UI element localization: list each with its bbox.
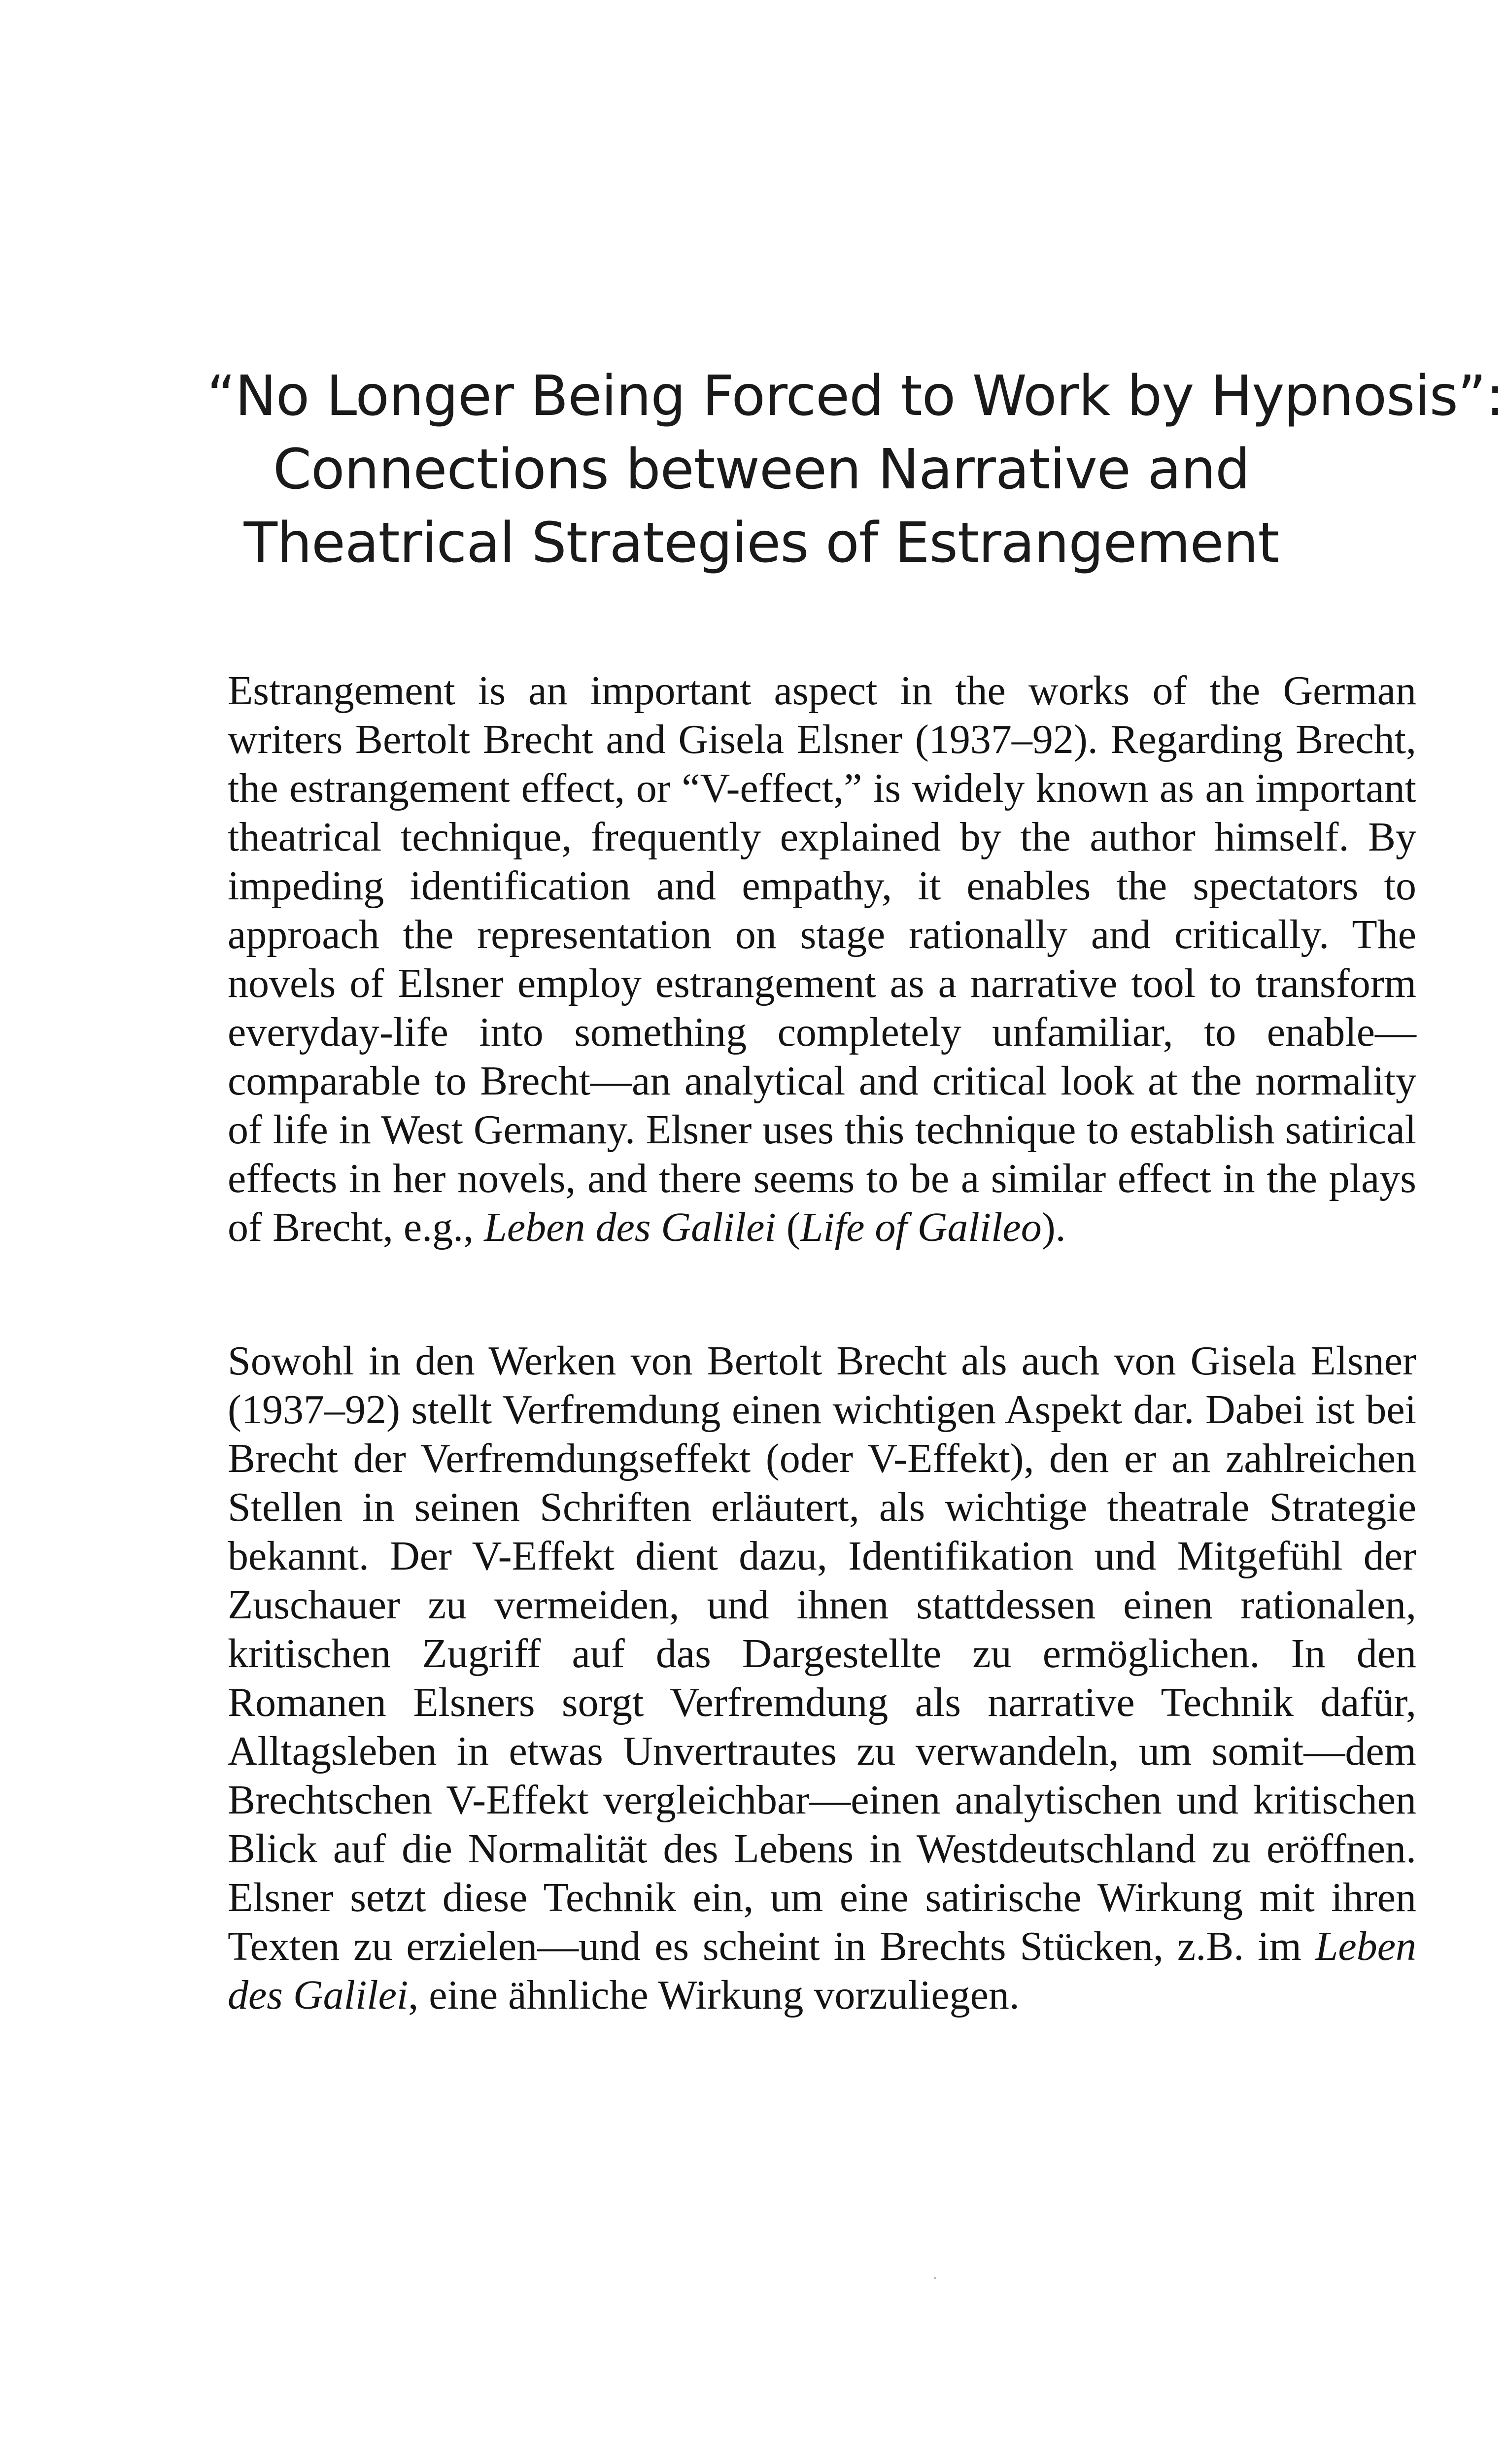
english-abstract-closing: ). (1041, 1204, 1066, 1250)
chapter-title (207, 360, 1504, 580)
german-abstract (228, 1336, 1416, 2019)
english-abstract-work-title: Leben des Galilei (484, 1204, 776, 1250)
english-abstract: Estrangement is an important aspect in the works of the German writers Bertolt Brecht and Gisela Elsner (1937–92). Regarding Brecht, the estrangement effect, or “V-effect,” is widely known as an important theatrical technique, frequently explained by the author himself. By impeding identification and empathy, it enables the spectators to approach the representation on stage rationally and critically. The novels of Elsner employ estrangement as a narrative tool to transform everyday-life into something completely unfamiliar, to enable—comparable to Brecht—an analytical and critical look at the normality of life in West Germany. Elsner uses this technique to establish satirical effects in her novels, and there seems to be a similar effect in the plays of Brecht, e.g., Leben des Galilei (Life of Galileo). (228, 668, 1416, 1250)
english-abstract-work-translation: Life of Galileo (800, 1204, 1042, 1250)
german-abstract-closing: , eine ähnliche Wirkung vorzuliegen. (408, 1972, 1020, 2018)
chapter-title-line-3: Theatrical Strategies of Estrangement (243, 511, 1279, 576)
german-abstract-work-title: Leben des Galilei (228, 1923, 1417, 2018)
chapter-title-line-2: Connections between Narrative and (273, 438, 1250, 502)
scan-speck (934, 2277, 936, 2279)
english-abstract-text: Estrangement is an important aspect in the works of the German writers Bertolt Brecht and Gisela Elsner (1937–92). Regarding Brecht, the estrangement effect, or “V-effect,” is widely known as an important theatrical technique, frequently explained by the author himself. By impeding identification and empathy, it enables the spectators to approach the representation on stage rationally and critically. The novels of Elsner employ estrangement as a narrative tool to transform everyday-life into something completely unfamiliar, to enable—comparable to Brecht—an analytical and critical look at the normality of life in West Germany. Elsner uses this technique to establish satirical effects in her novels, and there seems to be a similar effect in the plays of Brecht, e.g., (228, 668, 1416, 1250)
chapter-title-line-1: “No Longer Being Forced to Work by Hypnosis”: (207, 364, 1504, 429)
german-abstract-text: Sowohl in den Werken von Bertolt Brecht als auch von Gisela Elsner (1937–92) stellt Verfremdung einen wichtigen Aspekt dar. Dabei ist bei Brecht der Verfremdungseffekt (oder V-Effekt), den er an zahlreichen Stellen in seinen Schriften erläutert, als wichtige theatrale Strategie bekannt. Der V-Effekt dient dazu, Identifikation und Mitgefühl der Zuschauer zu vermeiden, und ihnen stattdessen einen rationalen, kritischen Zugriff auf das Dargestellte zu ermöglichen. In den Romanen Elsners sorgt Verfremdung als narrative Technik dafür, Alltagsleben in etwas Unvertrautes zu verwandeln, um somit—dem Brechtschen V-Effekt vergleichbar—einen analytischen und kritischen Blick auf die Normalität des Lebens in Westdeutschland zu eröffnen. Elsner setzt diese Technik ein, um eine satirische Wirkung mit ihren Texten zu erzielen—und es scheint in Brechts Stücken, z.B. im (228, 1338, 1416, 1969)
